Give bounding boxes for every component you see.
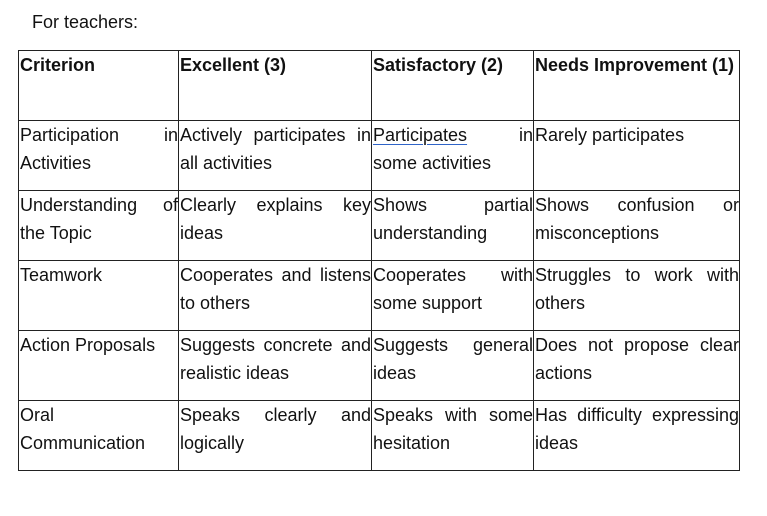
cell-excellent[interactable]: Suggests concrete and realistic ideas [179, 331, 372, 401]
cell-criterion[interactable]: Teamwork [19, 261, 179, 331]
cell-excellent[interactable]: Speaks clearly and logically [179, 401, 372, 471]
header-excellent: Excellent (3) [179, 51, 372, 121]
table-row [19, 401, 740, 471]
table-row [19, 191, 740, 261]
header-needs-improvement: Needs Improvement (1) [534, 51, 740, 121]
table-header-row [19, 51, 740, 121]
cell-criterion[interactable]: Participation in Activities [19, 121, 179, 191]
cell-satisfactory[interactable]: Suggests general ideas [372, 331, 534, 401]
rubric-table [18, 50, 740, 471]
header-satisfactory: Satisfactory (2) [372, 51, 534, 121]
cell-needs-improvement[interactable]: Rarely participates [534, 121, 740, 191]
cell-needs-improvement[interactable]: Has difficulty expressing ideas [534, 401, 740, 471]
spellcheck-underlined-word: Participates [373, 125, 468, 145]
cell-criterion[interactable]: Action Proposals [19, 331, 179, 401]
cell-satisfactory[interactable]: Participates in some activities [372, 121, 534, 191]
cell-criterion[interactable]: Understanding of the Topic [19, 191, 179, 261]
table-row [19, 121, 740, 191]
header-criterion: Criterion [19, 51, 179, 121]
table-row [19, 331, 740, 401]
cell-excellent[interactable]: Cooperates and listens to others [179, 261, 372, 331]
cell-needs-improvement[interactable]: Does not propose clear actions [534, 331, 740, 401]
cell-satisfactory[interactable]: Cooperates with some support [372, 261, 534, 331]
cell-satisfactory[interactable]: Shows partial understanding [372, 191, 534, 261]
cell-satisfactory[interactable]: Speaks with some hesitation [372, 401, 534, 471]
table-row [19, 261, 740, 331]
cell-excellent[interactable]: Clearly explains key ideas [179, 191, 372, 261]
cell-needs-improvement[interactable]: Struggles to work with others [534, 261, 740, 331]
cell-excellent[interactable]: Actively participates in all activities [179, 121, 372, 191]
cell-criterion[interactable]: Oral Communication [19, 401, 179, 471]
cell-needs-improvement[interactable]: Shows confusion or misconceptions [534, 191, 740, 261]
intro-label: For teachers: [32, 12, 139, 32]
